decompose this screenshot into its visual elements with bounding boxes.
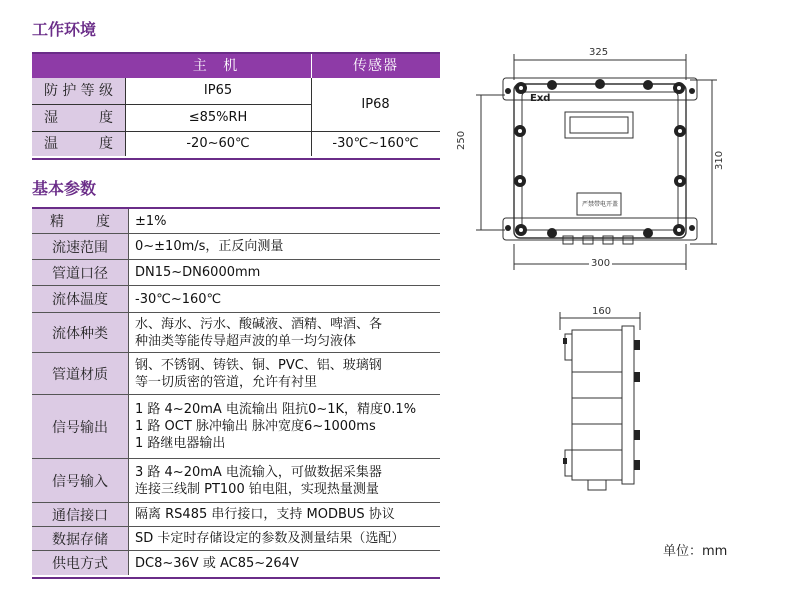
side-cable-gland <box>588 480 606 490</box>
param-label-fluid-type: 流体种类 <box>32 313 129 352</box>
param-value: 种油类等能传导超声波的单一均匀液体 <box>135 333 357 349</box>
table-row <box>32 459 440 503</box>
dim-label-325: 325 <box>589 47 609 58</box>
param-label-accuracy: 精 度 <box>50 214 110 230</box>
param-label-power: 供电方式 <box>32 551 129 575</box>
param-value: 0~±10m/s，正反向测量 <box>135 239 284 254</box>
enclosure-body <box>514 84 686 238</box>
param-label-pipe-size: 管道口径 <box>32 260 129 285</box>
param-value: -30℃~160℃ <box>135 291 222 307</box>
table-row <box>32 527 440 551</box>
table-row <box>32 313 440 353</box>
table-row <box>32 209 440 234</box>
env-host-ip: IP65 <box>203 83 233 98</box>
env-section-title: 工作环境 <box>32 20 97 39</box>
dim-label-160: 160 <box>592 306 612 317</box>
dim-label-310-text: 310 <box>714 150 725 170</box>
param-value: 钢、不锈钢、铸铁、铜、PVC、铝、玻璃钢 <box>135 357 382 373</box>
param-label-fluid-temp: 流体温度 <box>32 286 129 312</box>
param-value: DN15~DN6000mm <box>135 265 261 280</box>
nameplate-text: 严禁带电开盖 <box>581 201 618 208</box>
table-row <box>32 353 440 395</box>
env-table <box>32 52 440 160</box>
param-value: SD 卡定时存储设定的参数及测量结果（选配） <box>135 531 405 546</box>
env-host-humidity: ≤85%RH <box>188 110 248 125</box>
param-label-signal-output: 信号输出 <box>32 395 129 458</box>
param-label-storage: 数据存储 <box>32 527 129 550</box>
env-row-label-protection: 防护等级 <box>32 78 125 104</box>
side-body <box>572 330 622 480</box>
table-row <box>32 395 440 459</box>
display-window <box>565 112 633 138</box>
param-label-pipe-material: 管道材质 <box>32 353 129 394</box>
param-value: 连接三线制 PT100 铂电阻，实现热量测量 <box>135 481 379 497</box>
dim-label-300: 300 <box>591 258 611 269</box>
param-value: 等一切质密的管道，允许有衬里 <box>135 374 318 390</box>
unit-label: 单位：mm <box>663 544 728 559</box>
param-label-velocity: 流速范围 <box>32 234 129 259</box>
env-sensor-temperature: -30℃~160℃ <box>332 136 419 151</box>
bottom-flange <box>503 218 697 240</box>
table-row <box>32 551 440 575</box>
table-row <box>32 503 440 527</box>
params-table <box>32 207 440 579</box>
param-value: 隔离 RS485 串行接口，支持 MODBUS 协议 <box>135 507 395 522</box>
ex-badge: Exd <box>530 93 551 104</box>
param-value: 1 路 4~20mA 电流输出 阻抗0~1K，精度0.1% <box>135 402 417 417</box>
param-value: 3 路 4~20mA 电流输入，可做数据采集器 <box>135 464 382 480</box>
param-value: 1 路 OCT 脉冲输出 脉冲宽度6~1000ms <box>135 419 376 434</box>
param-value: 1 路继电器输出 <box>135 436 226 451</box>
side-flange-bottom <box>565 450 572 476</box>
side-flange-top <box>565 334 572 360</box>
param-value: 水、海水、污水、酸碱液、酒精、啤酒、各 <box>135 316 383 332</box>
dim-label-250-text: 250 <box>456 130 467 150</box>
table-row <box>32 260 440 286</box>
table-row <box>32 234 440 260</box>
param-value: ±1% <box>135 213 167 229</box>
enclosure-lid <box>522 92 678 230</box>
env-row-label-humidity: 湿 度 <box>32 105 125 131</box>
env-col-sensor: 传感器 <box>353 58 398 74</box>
dim-label-250 <box>456 131 467 150</box>
table-row <box>32 286 440 313</box>
env-sensor-ip: IP68 <box>361 97 390 112</box>
param-label-comm: 通信接口 <box>32 503 129 526</box>
params-section-title: 基本参数 <box>32 179 97 198</box>
param-label-signal-input: 信号输入 <box>32 459 129 502</box>
env-host-temperature: -20~60℃ <box>186 136 250 151</box>
env-col-host: 主 机 <box>192 58 244 74</box>
param-value: DC8~36V 或 AC85~264V <box>135 555 299 571</box>
side-lid <box>622 326 634 484</box>
dim-label-310 <box>714 151 725 170</box>
env-row-label-temperature: 温 度 <box>32 132 125 156</box>
